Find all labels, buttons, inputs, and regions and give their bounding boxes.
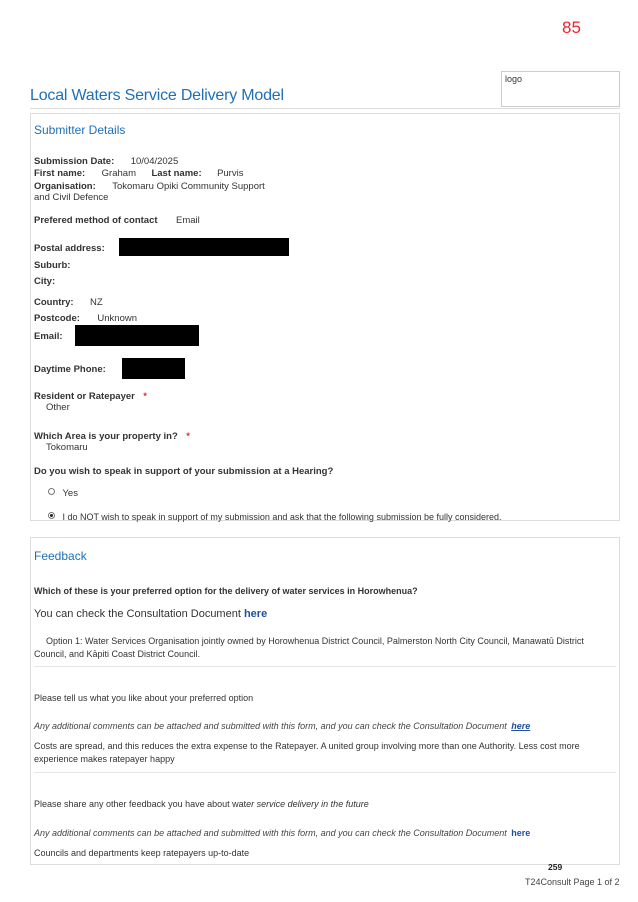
other-feedback-answer: Councils and departments keep ratepayers up-to-date — [34, 848, 250, 858]
country-value: NZ — [90, 297, 103, 308]
phone-redacted — [122, 358, 185, 379]
contact-method-row — [34, 210, 200, 228]
divider — [34, 666, 616, 667]
page-info: T24Consult Page 1 of 2 — [525, 877, 620, 887]
consultation-doc-link[interactable]: here — [243, 608, 268, 620]
attach-note-line-2 — [34, 823, 530, 841]
area-label: Which Area is your property in? — [34, 431, 178, 442]
required-marker: * — [186, 431, 190, 442]
attach-note-link-2[interactable]: here — [511, 828, 531, 838]
hearing-option-no[interactable] — [48, 507, 502, 525]
like-answer-line2: experience makes ratepayer happy — [34, 754, 175, 764]
submission-date-value: 10/04/2025 — [130, 156, 179, 167]
hearing-yes-label: Yes — [62, 488, 78, 499]
hearing-question: Do you wish to speak in support of your submission at a Hearing? — [34, 466, 334, 477]
organisation-value: Tokomaru Opiki Community Support — [112, 181, 265, 192]
postal-address-label: Postal address: — [34, 243, 105, 254]
radio-no-selected[interactable] — [48, 512, 55, 519]
page-title: Local Waters Service Delivery Model — [30, 87, 284, 104]
like-question: Please tell us what you like about your preferred option — [34, 693, 254, 703]
other-feedback-question-b: er service delivery in the future — [246, 799, 369, 809]
organisation-label: Organisation: — [34, 181, 96, 192]
hearing-option-yes[interactable] — [48, 483, 78, 501]
submission-date-label: Submission Date: — [34, 156, 115, 167]
contact-method-value: Email — [175, 215, 200, 226]
feedback-section-title: Feedback — [34, 549, 87, 563]
attach-note-text-2: Any additional comments can be attached and submitted with this form, and you can check the Consultation Document — [34, 828, 507, 838]
other-feedback-question-a: Please share any other feedback you have about wat — [34, 799, 247, 809]
email-redacted — [75, 325, 199, 346]
divider — [34, 772, 616, 773]
submitter-section-title: Submitter Details — [34, 123, 126, 137]
organisation-value-cont: and Civil Defence — [34, 192, 109, 203]
postcode-label: Postcode: — [34, 313, 80, 324]
selected-option-line2: Council, and Kāpiti Coast District Council. — [34, 649, 201, 659]
resident-value: Other — [46, 402, 70, 413]
resident-label: Resident or Ratepayer — [34, 391, 135, 402]
first-name-value: Graham — [101, 168, 136, 179]
attach-note-text: Any additional comments can be attached and submitted with this form, and you can check the Consultation Document — [34, 721, 507, 731]
postal-address-redacted — [119, 238, 289, 256]
logo-label: logo — [505, 74, 523, 84]
phone-label: Daytime Phone: — [34, 364, 106, 375]
suburb-label: Suburb: — [34, 260, 71, 271]
other-feedback-question — [34, 799, 369, 809]
contact-method-label: Prefered method of contact — [34, 215, 158, 226]
area-value: Tokomaru — [46, 442, 88, 453]
title-divider — [30, 108, 620, 109]
last-name-label: Last name: — [151, 168, 202, 179]
preferred-option-question: Which of these is your preferred option for the delivery of water services in Horowhenua? — [34, 586, 418, 596]
consultation-doc-text: You can check the Consultation Document — [34, 608, 241, 620]
last-name-value: Purvis — [217, 168, 244, 179]
postcode-row — [34, 308, 137, 326]
attach-note-line — [34, 716, 530, 734]
like-answer-line1: Costs are spread, and this reduces the extra expense to the Ratepayer. A united group involving more than one Authority. Less cost more — [34, 741, 580, 751]
consultation-doc-line — [34, 608, 267, 620]
hearing-no-label: I do NOT wish to speak in support of my submission and ask that the following submission be fully considered. — [62, 512, 502, 522]
attach-note-link[interactable]: here — [511, 721, 531, 731]
email-label: Email: — [34, 331, 63, 342]
country-label: Country: — [34, 297, 74, 308]
city-label: City: — [34, 276, 56, 287]
radio-yes[interactable] — [48, 488, 55, 495]
page-number: 85 — [562, 18, 581, 37]
first-name-label: First name: — [34, 168, 86, 179]
postcode-value: Unknown — [97, 313, 137, 324]
logo-placeholder — [501, 71, 620, 107]
selected-option-line1: Option 1: Water Services Organisation jointly owned by Horowhenua District Council, Palmerston North City Council, Manawatū District — [46, 636, 584, 646]
doc-number: 259 — [548, 862, 563, 872]
required-marker: * — [143, 391, 147, 402]
